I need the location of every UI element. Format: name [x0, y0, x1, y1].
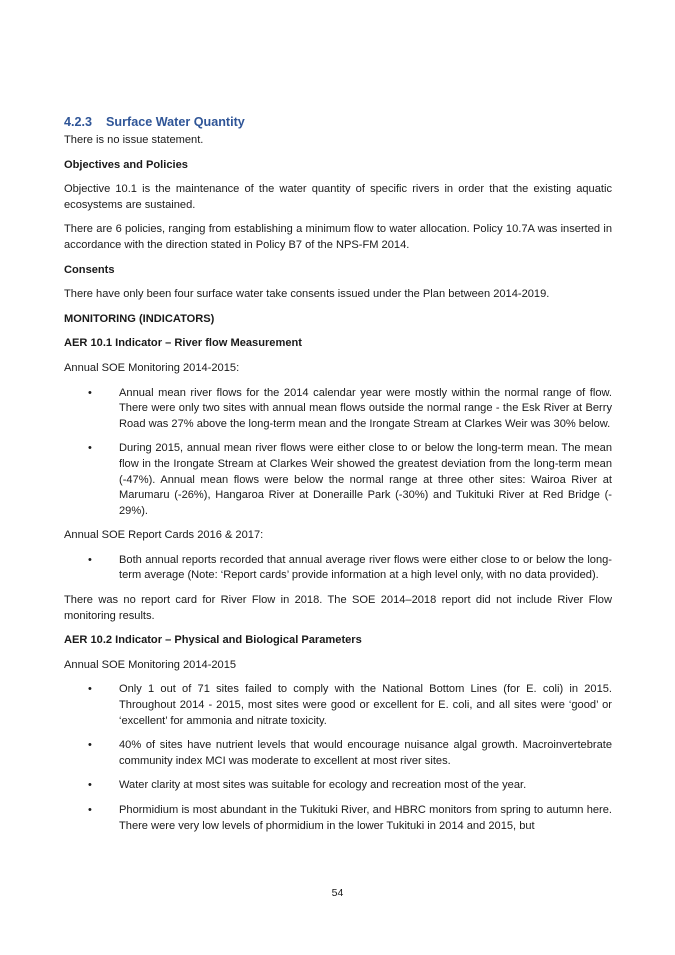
- list-item-text: Water clarity at most sites was suitable for ecology and recreation most of the year.: [119, 779, 527, 792]
- bullet-icon: •: [88, 804, 92, 816]
- bullet-icon: •: [88, 442, 92, 455]
- list-item: [64, 386, 612, 433]
- section-title: Surface Water Quantity: [106, 115, 245, 129]
- list-item: [64, 441, 612, 519]
- list-item-text: Both annual reports recorded that annual average river flows were either close to or below the long-term average (Note: ‘Report cards’ provide information at a high level only, with no data provided).: [119, 553, 612, 582]
- aer-10-2-subheading-1: Annual SOE Monitoring 2014-2015: [64, 658, 237, 671]
- bullet-icon: •: [88, 386, 92, 399]
- aer-10-1-note: There was no report card for River Flow in 2018. The SOE 2014–2018 report did not include River Flow monitoring results.: [64, 594, 612, 622]
- objectives-paragraph-2: There are 6 policies, ranging from establishing a minimum flow to water allocation. Policy 10.7A was inserted in accordance with the direction stated in Policy B7 of the NPS-FM 2014.: [64, 223, 612, 251]
- page-number: 54: [331, 887, 344, 899]
- objectives-paragraph-1: Objective 10.1 is the maintenance of the water quantity of specific rivers in order that the existing aquatic ecosystems are sustained.: [64, 183, 612, 211]
- bullet-icon: •: [88, 779, 92, 792]
- monitoring-heading: MONITORING (INDICATORS): [64, 312, 215, 325]
- intro-paragraph: There is no issue statement.: [64, 134, 204, 146]
- list-item-text: Phormidium is most abundant in the Tukituki River, and HBRC monitors from spring to autumn here. There were very low levels of phormidium in the lower Tukituki in 2014 and 2015, but: [119, 804, 612, 832]
- list-item: [64, 553, 612, 584]
- list-item: [64, 682, 612, 729]
- bullet-icon: •: [88, 553, 92, 566]
- aer-10-1-subheading-1: Annual SOE Monitoring 2014-2015:: [64, 361, 240, 374]
- list-item-text: 40% of sites have nutrient levels that would encourage nuisance algal growth. Macroinvertebrate community index MCI was moderate to excellent at most river sites.: [119, 739, 612, 767]
- bullet-icon: •: [88, 683, 92, 696]
- list-item-text: Annual mean river flows for the 2014 calendar year were mostly within the normal range of flow. There were only two sites with annual mean flows outside the normal range - the Esk River at Berry Road was 27% above the long-term mean and the Irongate Stream at Clarkes Weir was 30% below.: [119, 386, 612, 430]
- aer-10-1-heading: AER 10.1 Indicator – River flow Measurement: [64, 337, 302, 350]
- page-content: [64, 114, 612, 843]
- aer-10-1-subheading-2: Annual SOE Report Cards 2016 & 2017:: [64, 529, 264, 542]
- objectives-heading: Objectives and Policies: [64, 158, 188, 171]
- aer-10-2-bullet-list-1: [64, 682, 612, 834]
- section-heading: [64, 114, 612, 130]
- aer-10-2-heading: AER 10.2 Indicator – Physical and Biological Parameters: [64, 634, 362, 647]
- bullet-icon: •: [88, 739, 92, 752]
- aer-10-1-bullet-list-1: [64, 386, 612, 520]
- consents-paragraph: There have only been four surface water take consents issued under the Plan between 2014-2019.: [64, 288, 550, 301]
- list-item: [64, 803, 612, 834]
- list-item: [64, 778, 612, 794]
- list-item-text: During 2015, annual mean river flows were either close to or below the long-term mean. The mean flow in the Irongate Stream at Clarkes Weir showed the greatest deviation from the long-term mean (-47%). Annual mean flows were below the normal range at three other sites: Wairoa River at Marumaru (-26%), Hangaroa River at Doneraille Park (-30%) and Tukituki River at Red Bridge (- 29%).: [119, 442, 612, 517]
- consents-heading: Consents: [64, 263, 115, 276]
- list-item: [64, 738, 612, 769]
- list-item-text: Only 1 out of 71 sites failed to comply with the National Bottom Lines (for E. coli) in 2015. Throughout 2014 - 2015, most sites were good or excellent for E. coli, and all sites were ‘good’ or ‘excellent’ for ammonia and nitrate toxicity.: [119, 683, 612, 727]
- aer-10-1-bullet-list-2: [64, 553, 612, 584]
- section-number: 4.2.3: [64, 115, 93, 129]
